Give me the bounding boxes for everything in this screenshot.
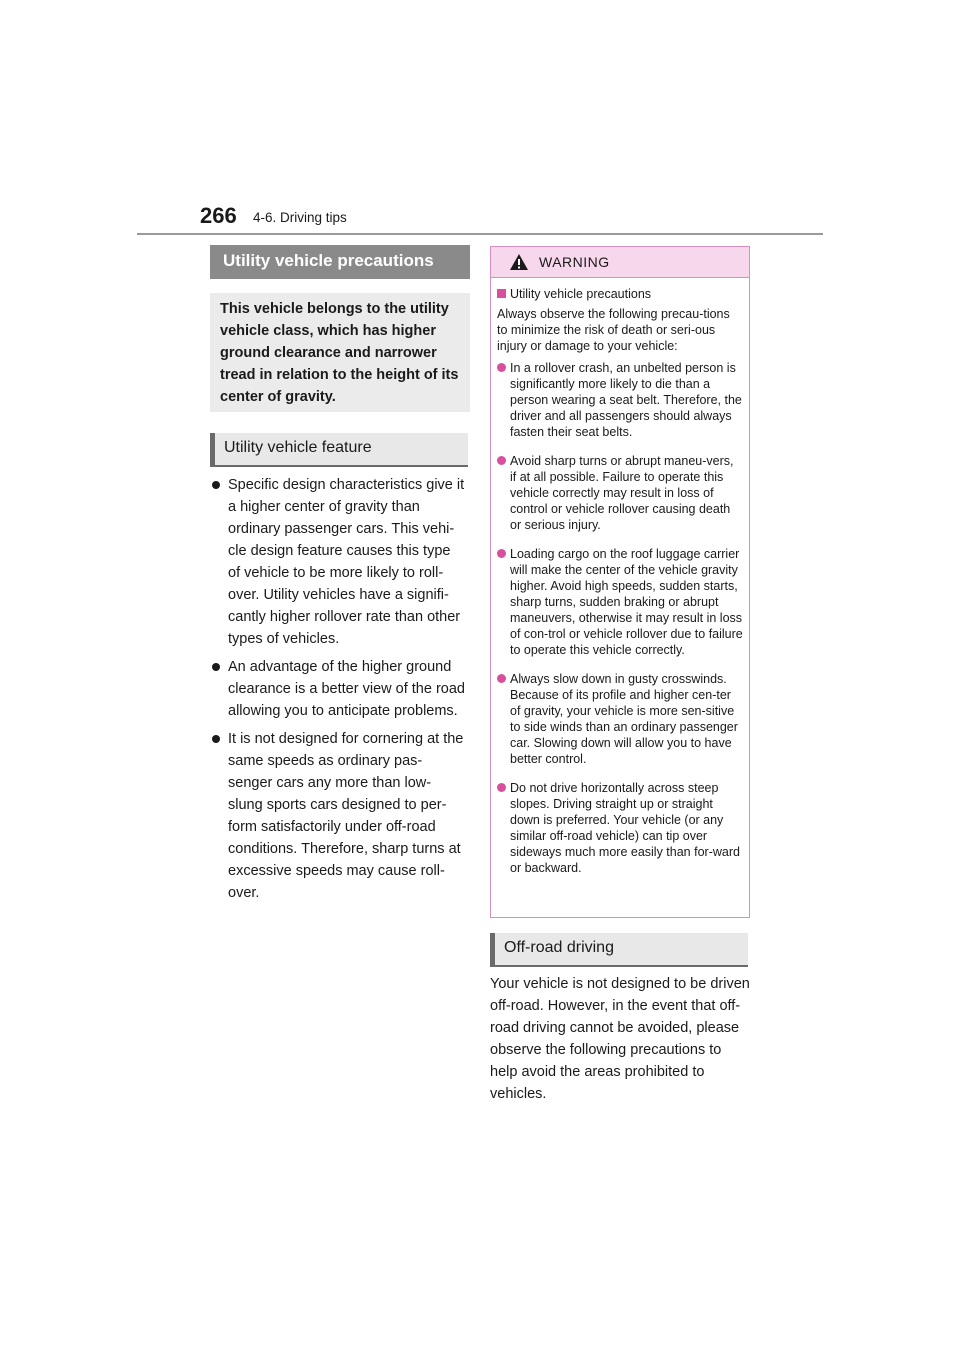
pink-bullet-icon: [497, 674, 506, 683]
offroad-body-text: Your vehicle is not designed to be driven off-road. However, in the event that off-road driving cannot be avoided, please observe the following precautions to help avoid the areas prohibited to vehicles.: [490, 976, 750, 1102]
pink-bullet-icon: [497, 783, 506, 792]
bullet-dot-icon: [212, 735, 220, 743]
pink-bullet-icon: [497, 456, 506, 465]
warning-item-text: In a rollover crash, an unbelted person is significantly more likely to die than a person wearing a seat belt. Therefore, the driver and all passengers should always fasten their seat belts.: [510, 361, 742, 439]
bullet-dot-icon: [212, 663, 220, 671]
page-number: 266: [200, 203, 237, 228]
list-item: [210, 728, 465, 904]
list-item: [497, 360, 743, 440]
offroad-heading: Off-road driving: [490, 933, 748, 967]
list-item: [497, 780, 743, 876]
section-title-banner: Utility vehicle precautions: [210, 245, 470, 279]
list-item: [497, 453, 743, 533]
warning-intro: Always observe the following precau-tions to minimize the risk of death or seri-ous injury or damage to your vehicle:: [497, 307, 730, 353]
warning-item-text: Avoid sharp turns or abrupt maneu-vers, if at all possible. Failure to operate this vehicle correctly may result in loss of control or vehicle rollover causing death or serious injury.: [510, 454, 734, 532]
intro-box: This vehicle belongs to the utility vehicle class, which has higher ground clearance and narrower tread in relation to the height of its center of gravity.: [210, 293, 470, 412]
list-item: [210, 474, 465, 650]
bullet-dot-icon: [212, 481, 220, 489]
square-bullet-icon: [497, 289, 506, 298]
warning-topic-text: Utility vehicle precautions: [510, 287, 652, 301]
list-item: [497, 546, 743, 658]
bullet-text: Specific design characteristics give it a higher center of gravity than ordinary passenger cars. This vehi-cle design feature causes this type of vehicle to be more likely to roll-over. Utility vehicles have a signifi-cantly higher rollover rate than other types of vehicles.: [228, 477, 465, 647]
list-item: [497, 671, 743, 767]
warning-box: [490, 246, 750, 918]
warning-topic: [497, 286, 743, 302]
warning-body: [491, 278, 749, 876]
bullet-text: It is not designed for cornering at the same speeds as ordinary pas-senger cars any more than low-slung sports cars designed to per-form satisfactorily under off-road conditions. Therefore, sharp turns at excessive speeds may cause roll-over.: [228, 731, 464, 901]
pink-bullet-icon: [497, 549, 506, 558]
section-path: 4-6. Driving tips: [253, 210, 347, 225]
warning-item-text: Loading cargo on the roof luggage carrier will make the center of the vehicle gravity higher. Avoid high speeds, sudden starts, sharp turns, sudden braking or abrupt maneuvers, otherwise it may result in loss of con-trol or vehicle rollover due to failure to operate this vehicle correctly.: [510, 547, 743, 657]
list-item: [210, 656, 465, 722]
warning-list: [497, 360, 743, 876]
header-rule: [137, 233, 823, 235]
feature-heading: Utility vehicle feature: [210, 433, 468, 467]
warning-item-text: Always slow down in gusty crosswinds. Because of its profile and higher cen-ter of gravity, your vehicle is more sen-sitive to side winds than an ordinary passenger car. Slowing down will allow you to have better control.: [510, 672, 738, 766]
feature-bullet-list: [210, 474, 465, 910]
warning-item-text: Do not drive horizontally across steep slopes. Driving straight up or straight down is preferred. Your vehicle (or any similar off-road vehicle) can tip over sideways much more easily than for-ward or backward.: [510, 781, 740, 875]
bullet-text: An advantage of the higher ground clearance is a better view of the road allowing you to anticipate problems.: [228, 659, 465, 719]
warning-header: [491, 247, 749, 278]
warning-title: WARNING: [539, 254, 610, 270]
warning-triangle-icon: [509, 253, 529, 271]
pink-bullet-icon: [497, 363, 506, 372]
